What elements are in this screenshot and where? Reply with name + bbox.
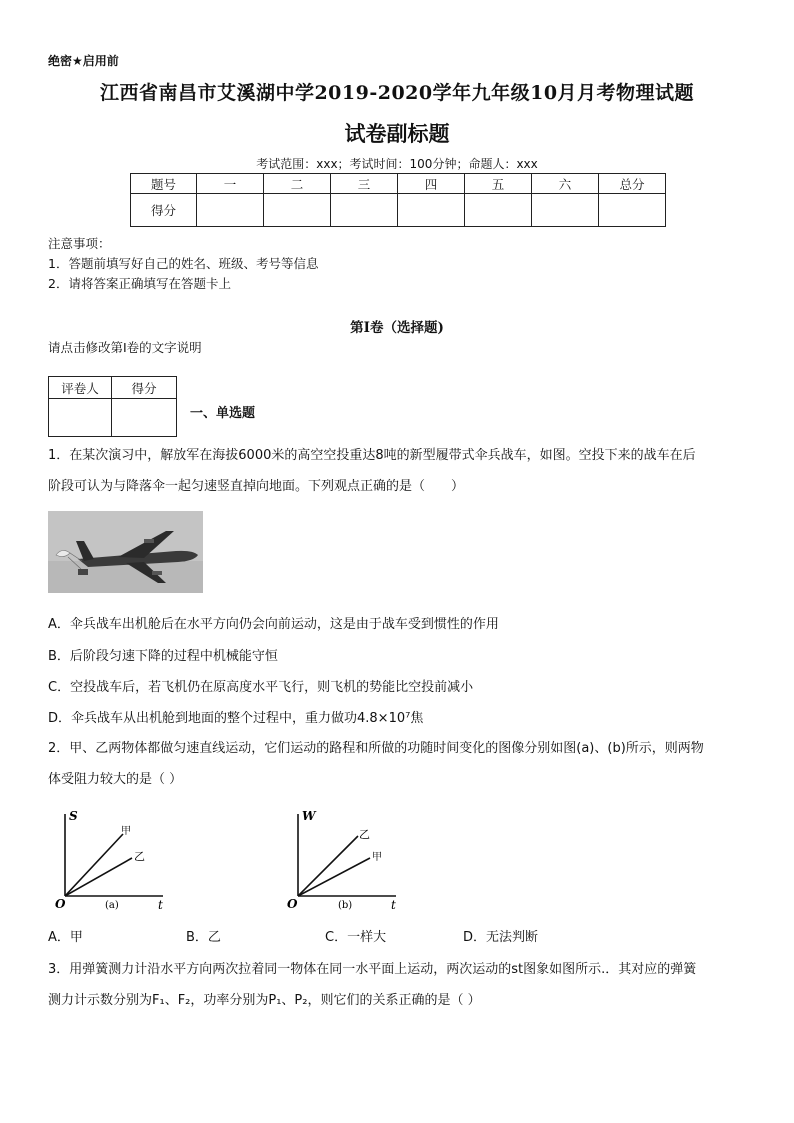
graph-b-label-1: 乙 bbox=[359, 828, 370, 841]
section-title: 一、单选题 bbox=[190, 406, 256, 421]
graph-b bbox=[286, 808, 416, 917]
score-table bbox=[130, 173, 666, 227]
score-cell[interactable] bbox=[599, 194, 666, 227]
question-3-line: 3．用弹簧测力计沿水平方向两次拉着同一物体在同一水平面上运动，两次运动的st图象如图所示.．其对应的弹簧 bbox=[48, 962, 697, 977]
question-2-option-d[interactable]: D．无法判断 bbox=[463, 930, 539, 945]
grader-header: 评卷人 bbox=[49, 377, 112, 399]
volume-description[interactable]: 请点击修改第I卷的文字说明 bbox=[48, 340, 202, 355]
question-1-option-c[interactable]: C．空投战车后，若飞机仍在原高度水平飞行，则飞机的势能比空投前减小 bbox=[48, 680, 474, 695]
graph-b-line-1 bbox=[298, 836, 358, 896]
exam-title: 江西省南昌市艾溪湖中学2019-2020学年九年级10月月考物理试题 bbox=[99, 82, 695, 104]
score-row-label: 得分 bbox=[131, 194, 197, 227]
question-1-option-a[interactable]: A．伞兵战车出机舱后在水平方向仍会向前运动，这是由于战车受到惯性的作用 bbox=[48, 617, 499, 632]
question-1-option-b[interactable]: B．后阶段匀速下降的过程中机械能守恒 bbox=[48, 649, 278, 664]
grader-cell[interactable] bbox=[112, 399, 177, 437]
graph-a bbox=[55, 808, 185, 917]
score-cell[interactable] bbox=[465, 194, 532, 227]
score-cell[interactable] bbox=[197, 194, 264, 227]
score-header-cell: 一 bbox=[197, 174, 264, 194]
notes-heading: 注意事项： bbox=[48, 236, 111, 251]
graph-a-y-label: S bbox=[69, 809, 78, 823]
notes-item: 2．请将答案正确填写在答题卡上 bbox=[48, 276, 231, 291]
question-2-option-c[interactable]: C．一样大 bbox=[325, 930, 387, 945]
grader-header: 得分 bbox=[112, 377, 177, 399]
graph-a-label-1: 甲 bbox=[121, 826, 131, 837]
graph-a-line-1 bbox=[65, 834, 123, 896]
graph-a-origin: O bbox=[55, 897, 66, 911]
score-header-cell: 四 bbox=[398, 174, 465, 194]
graph-b-x-label: t bbox=[391, 898, 396, 912]
score-header-cell: 六 bbox=[532, 174, 599, 194]
graph-a-x-label: t bbox=[158, 898, 163, 912]
graph-a-line-2 bbox=[65, 858, 132, 896]
question-2-line: 2．甲、乙两物体都做匀速直线运动，它们运动的路程和所做的功随时间变化的图像分别如图(a)、(b)所示，则两物 bbox=[48, 741, 704, 756]
question-3-stem bbox=[48, 954, 748, 1016]
notes-item: 1．答题前填写好自己的姓名、班级、考号等信息 bbox=[48, 256, 319, 271]
question-3-line: 测力计示数分别为F₁、F₂，功率分别为P₁、P₂，则它们的关系正确的是（ ） bbox=[48, 993, 481, 1008]
graph-b-y-label: W bbox=[302, 809, 316, 823]
question-1-line: 1．在某次演习中，解放军在海拔6000米的高空空投重达8吨的新型履带式伞兵战车，如图。空投下来的战车在后 bbox=[48, 448, 696, 463]
confidential-label: 绝密★启用前 bbox=[48, 54, 119, 68]
question-2-option-a[interactable]: A．甲 bbox=[48, 930, 83, 945]
graph-b-label-2: 甲 bbox=[372, 852, 382, 863]
grader-table bbox=[48, 376, 177, 437]
exam-info: 考试范围：xxx；考试时间：100分钟；命题人：xxx bbox=[256, 157, 538, 171]
question-1-stem bbox=[48, 440, 748, 502]
score-cell[interactable] bbox=[331, 194, 398, 227]
score-header-cell: 五 bbox=[465, 174, 532, 194]
grader-cell[interactable] bbox=[49, 399, 112, 437]
question-2-line: 体受阻力较大的是（ ） bbox=[48, 772, 183, 787]
question-1-option-d[interactable]: D．伞兵战车从出机舱到地面的整个过程中，重力做功4.8×10⁷焦 bbox=[48, 711, 424, 726]
graph-b-caption: (b) bbox=[338, 900, 353, 911]
graph-a-caption: (a) bbox=[105, 900, 119, 911]
question-2-stem bbox=[48, 733, 748, 795]
score-cell[interactable] bbox=[532, 194, 599, 227]
score-header-cell: 总分 bbox=[599, 174, 666, 194]
score-cell[interactable] bbox=[398, 194, 465, 227]
graph-b-line-2 bbox=[298, 858, 370, 896]
score-header-cell: 题号 bbox=[131, 174, 197, 194]
airplane-illustration bbox=[48, 511, 203, 593]
score-cell[interactable] bbox=[264, 194, 331, 227]
graph-b-origin: O bbox=[287, 897, 298, 911]
score-header-cell: 二 bbox=[264, 174, 331, 194]
score-header-cell: 三 bbox=[331, 174, 398, 194]
exam-subtitle: 试卷副标题 bbox=[344, 121, 450, 146]
question-1-line: 阶段可认为与降落伞一起匀速竖直掉向地面。下列观点正确的是（ ） bbox=[48, 479, 465, 494]
graph-a-label-2: 乙 bbox=[134, 850, 145, 863]
airdrop-photo bbox=[48, 511, 203, 593]
notes-block bbox=[48, 234, 318, 294]
volume-title: 第I卷（选择题) bbox=[350, 320, 444, 336]
question-2-option-b[interactable]: B．乙 bbox=[186, 930, 221, 945]
